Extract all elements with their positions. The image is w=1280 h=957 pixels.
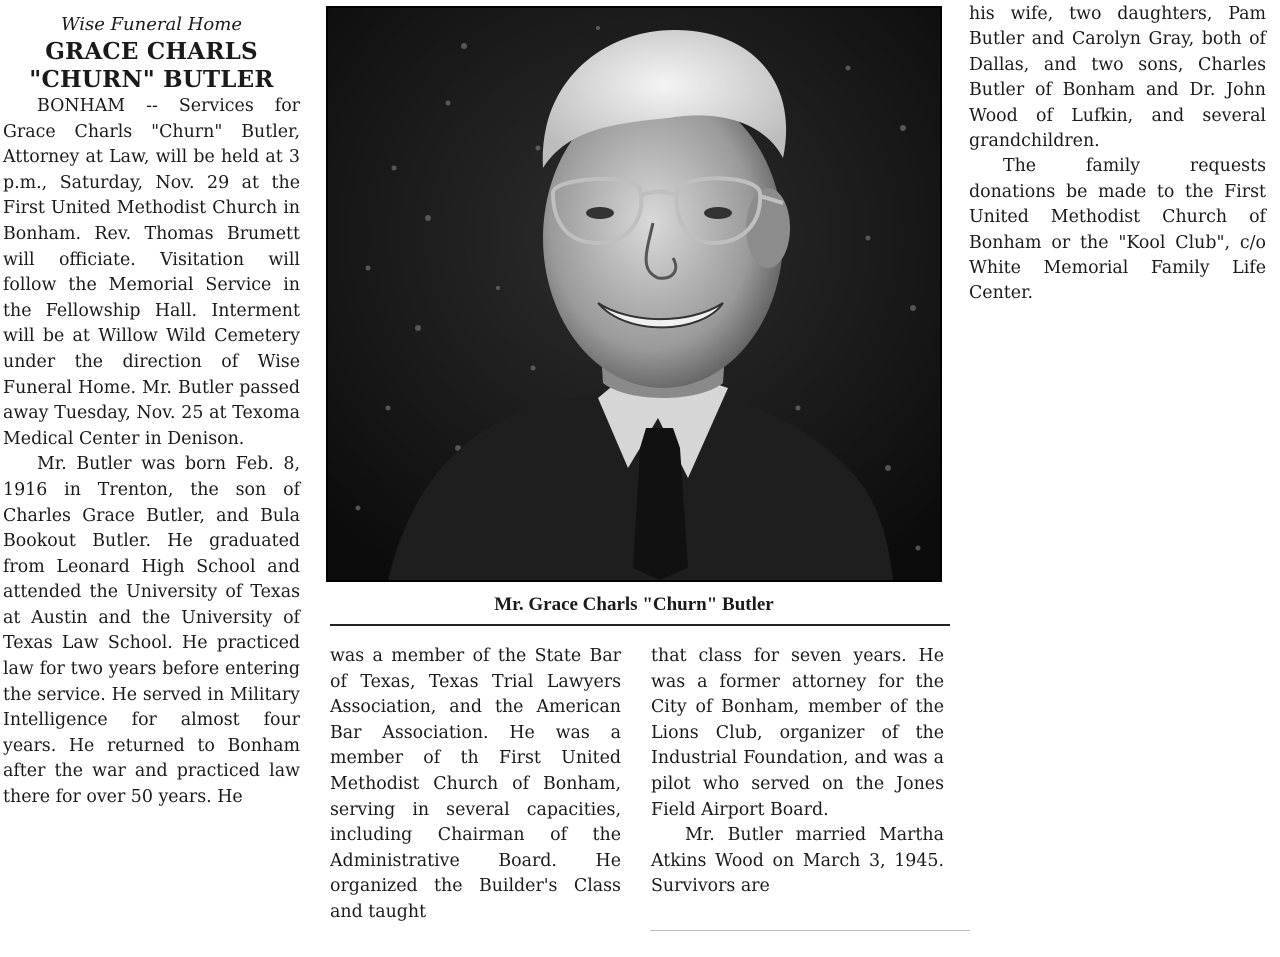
column-middle-body (330, 644, 621, 926)
column-far-right-body (969, 2, 1266, 307)
paragraph-biography: Mr. Butler was born Feb. 8, 1916 in Trenton, the son of Charles Grace Butler, and Bula Bookout Butler. He graduated from Leonard High School and attended the University of Texas at Austin and the University of Texas Law School. He practiced law for two years before entering the service. He served in Military Intelligence for almost four years. He returned to Bonham after the war and practiced law there for over 50 years. He (3, 454, 300, 808)
column-middle (330, 644, 621, 926)
column-left (3, 14, 300, 811)
paragraph-survivors: his wife, two daughters, Pam Butler and Carolyn Gray, both of Dallas, and two sons, Charles Butler of Bonham and Dr. John Wood of Lufkin, and several grandchildren. (969, 4, 1266, 152)
paragraph-marriage: Mr. Butler married Martha Atkins Wood on March 3, 1945. Survivors are (651, 825, 944, 897)
headline-line1: GRACE CHARLS (45, 38, 258, 65)
photo-caption: Mr. Grace Charls "Churn" Butler (494, 594, 774, 615)
bottom-divider (650, 930, 970, 931)
paragraph-memberships: was a member of the State Bar of Texas, Texas Trial Lawyers Association, and the American Bar Association. He was a member of th First United Methodist Church of Bonham, serving in several capacities, including Chairman of the Administrative Board. He organized the Builder's Class and taught (330, 646, 621, 922)
paragraph-services: BONHAM -- Services for Grace Charls "Churn" Butler, Attorney at Law, will be held at 3 p.m., Saturday, Nov. 29 at the First United Methodist Church in Bonham. Rev. Thomas Brumett will officiate. Visitation will follow the Memorial Service in the Fellowship Hall. Interment will be at Willow Wild Cemetery under the direction of Wise Funeral Home. Mr. Butler passed away Tuesday, Nov. 25 at Texoma Medical Center in Denison. (3, 96, 300, 449)
column-right-lower-body (651, 644, 944, 900)
headline-line2: "CHURN" BUTLER (29, 66, 274, 93)
portrait-illustration (328, 8, 940, 580)
column-left-body (3, 94, 300, 811)
paragraph-civic: that class for seven years. He was a former attorney for the City of Bonham, member of the Lions Club, organizer of the Industrial Foundation, and was a pilot who served on the Jones Field Airport Board. (651, 646, 944, 820)
funeral-home-label: Wise Funeral Home (61, 14, 242, 35)
caption-divider (330, 624, 950, 626)
column-far-right (969, 2, 1266, 307)
paragraph-donations: The family requests donations be made to the First United Methodist Church of Bonham or the "Kool Club", c/o White Memorial Family Life Center. (969, 156, 1266, 304)
portrait-photo (326, 6, 942, 582)
column-right-lower (651, 644, 944, 900)
